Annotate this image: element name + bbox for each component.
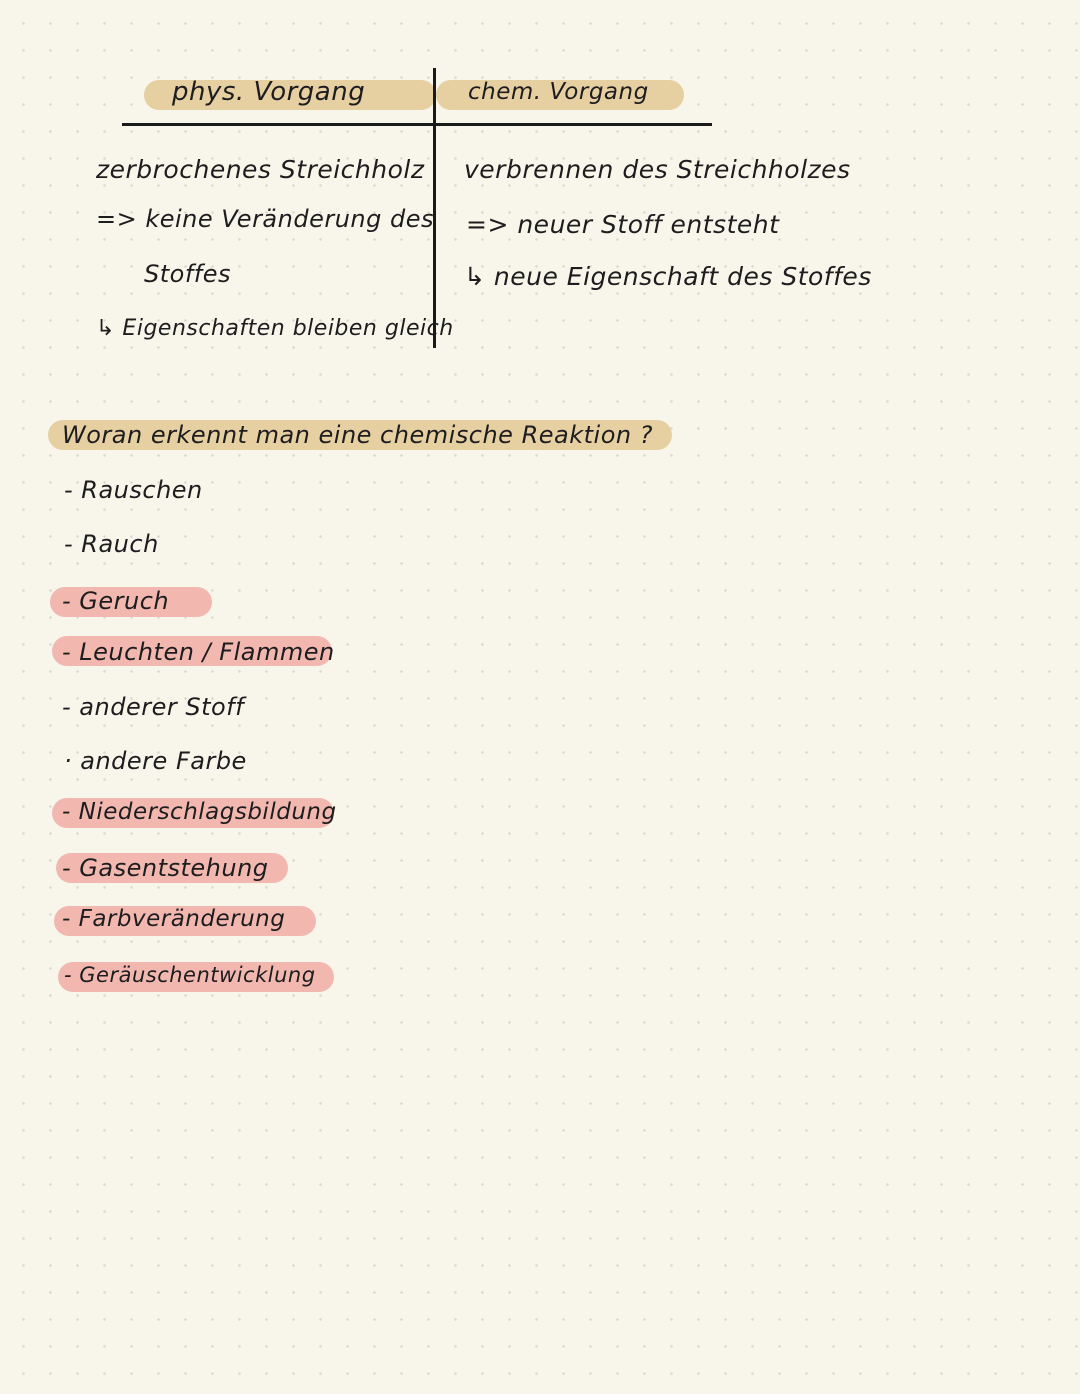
list-item-rauschen: - Rauschen: [64, 476, 203, 504]
chemical-result-line: => neuer Stoff entsteht: [466, 210, 780, 239]
list-item-leuchten-flammen: - Leuchten / Flammen: [62, 638, 335, 666]
list-item-geruch: - Geruch: [62, 587, 170, 615]
list-item-andere-farbe: · andere Farbe: [64, 747, 247, 775]
physical-example-line: zerbrochenes Streichholz: [96, 155, 425, 184]
list-item-niederschlagsbildung: - Niederschlagsbildung: [62, 799, 337, 825]
chemical-property-line: ↳ neue Eigenschaft des Stoffes: [464, 262, 872, 291]
list-item-rauch: - Rauch: [64, 530, 159, 558]
list-item-farbveraenderung: - Farbveränderung: [62, 906, 286, 932]
list-item-geraeuschentwicklung: - Geräuschentwicklung: [64, 963, 316, 987]
table-horizontal-rule: [122, 123, 712, 126]
physical-result-line: => keine Veränderung des: [96, 205, 435, 233]
question-heading: Woran erkennt man eine chemische Reaktion ?: [62, 421, 653, 449]
list-item-gasentstehung: - Gasentstehung: [62, 854, 269, 882]
list-item-anderer-stoff: - anderer Stoff: [62, 693, 245, 721]
physical-property-line: ↳ Eigenschaften bleiben gleich: [96, 316, 454, 341]
chemical-example-line: verbrennen des Streichholzes: [464, 155, 851, 184]
physical-result-continuation: Stoffes: [144, 260, 231, 288]
header-physical-process: phys. Vorgang: [172, 77, 366, 107]
header-chemical-process: chem. Vorgang: [468, 79, 649, 105]
